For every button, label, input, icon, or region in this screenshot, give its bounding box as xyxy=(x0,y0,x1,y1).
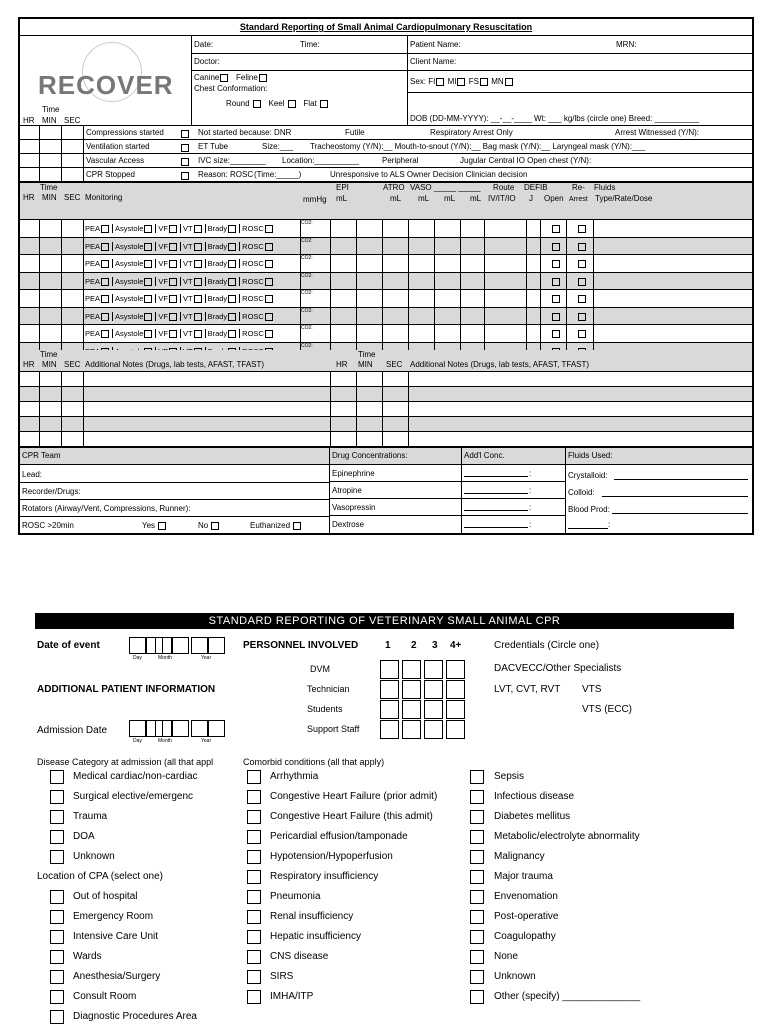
personnel-count-box[interactable] xyxy=(446,660,465,679)
open-checkbox[interactable] xyxy=(552,225,560,233)
rhythm-checkbox[interactable] xyxy=(228,243,236,251)
personnel-count-box[interactable] xyxy=(446,720,465,739)
rhythm-checkbox[interactable] xyxy=(265,225,273,233)
sex-row: Sex: FI MI FS MN xyxy=(410,77,514,87)
personnel-count-box[interactable] xyxy=(424,720,443,739)
checklist-label: Major trauma xyxy=(494,871,553,882)
checkbox[interactable] xyxy=(50,970,64,984)
rhythm-checkbox[interactable] xyxy=(144,278,152,286)
rhythm-checkbox[interactable] xyxy=(228,330,236,338)
checkbox[interactable] xyxy=(50,910,64,924)
event-checkbox[interactable] xyxy=(181,144,189,152)
time-field-label: Time: xyxy=(300,40,320,49)
checklist-label: Congestive Heart Failure (prior admit) xyxy=(270,791,438,802)
rhythm-checkbox[interactable] xyxy=(228,260,236,268)
rhythm-checkbox[interactable] xyxy=(101,243,109,251)
event-row xyxy=(20,140,752,154)
checklist-label: Wards xyxy=(73,951,102,962)
checkbox[interactable] xyxy=(247,930,261,944)
rhythm-checkbox[interactable] xyxy=(101,313,109,321)
checklist-label: Emergency Room xyxy=(73,911,154,922)
personnel-label: PERSONNEL INVOLVED xyxy=(243,640,359,651)
checkbox[interactable] xyxy=(247,790,261,804)
co2-label: CO2: xyxy=(301,255,313,261)
checkbox[interactable] xyxy=(247,990,261,1004)
notes-row xyxy=(20,372,752,387)
open-checkbox[interactable] xyxy=(552,278,560,286)
form-title-row xyxy=(20,19,752,36)
rhythm-options: PEA Asystole VF VT Brady ROSC xyxy=(85,277,274,287)
rhythm-checkbox[interactable] xyxy=(265,313,273,321)
credential-vts-ecc[interactable]: VTS (ECC) xyxy=(582,704,632,715)
rearrest-checkbox[interactable] xyxy=(578,330,586,338)
event-detail: Jugular Central IO Open chest (Y/N): xyxy=(460,156,592,165)
checklist-label: Hepatic insufficiency xyxy=(270,931,361,942)
personnel-count-box[interactable] xyxy=(380,660,399,679)
rhythm-options: PEA Asystole VF VT Brady ROSC xyxy=(85,312,274,322)
rearrest-checkbox[interactable] xyxy=(578,278,586,286)
patient-name-label: Patient Name: xyxy=(410,40,461,49)
cpr-team-label: CPR Team xyxy=(22,451,61,460)
checkbox[interactable] xyxy=(470,990,484,1004)
checkbox[interactable] xyxy=(247,890,261,904)
date-digit-box[interactable] xyxy=(191,720,208,737)
checkbox[interactable] xyxy=(50,770,64,784)
rhythm-checkbox[interactable] xyxy=(144,243,152,251)
date-digit-box[interactable] xyxy=(155,720,172,737)
drug-row: Vasopressin : xyxy=(330,499,565,516)
rhythm-checkbox[interactable] xyxy=(169,313,177,321)
personnel-count-box[interactable] xyxy=(380,700,399,719)
min-label: MIN xyxy=(42,116,57,125)
date-of-event-label: Date of event xyxy=(37,640,100,651)
event-detail: Arrest Witnessed (Y/N): xyxy=(615,128,700,137)
personnel-count-box[interactable] xyxy=(424,680,443,699)
rhythm-checkbox[interactable] xyxy=(194,278,202,286)
notes-row xyxy=(20,387,752,402)
event-checkbox[interactable] xyxy=(181,172,189,180)
co2-label: CO2: xyxy=(301,237,313,244)
checkbox[interactable] xyxy=(470,910,484,924)
checkbox[interactable] xyxy=(470,890,484,904)
drug-row: Epinephrine : xyxy=(330,465,565,482)
rearrest-checkbox[interactable] xyxy=(578,260,586,268)
mrn-label: MRN: xyxy=(616,40,637,49)
checklist-label: Hypotension/Hypoperfusion xyxy=(270,851,393,862)
monitoring-label: Monitoring xyxy=(85,193,123,202)
comorbid-header: Comorbid conditions (all that apply) xyxy=(243,757,385,767)
checklist-label: Unknown xyxy=(494,971,536,982)
rhythm-checkbox[interactable] xyxy=(265,260,273,268)
rhythm-options: PEA Asystole VF VT Brady ROSC xyxy=(85,329,274,339)
personnel-count-box[interactable] xyxy=(380,680,399,699)
recover-logo-area xyxy=(20,36,192,126)
event-detail: IVC size:________ xyxy=(198,156,266,165)
monitoring-header: Time HR MIN SEC Monitoring mmHg EPI ATRO VASO _____ _____ Route DEFIB Re- Fluids mL mL mL mL mL IV/IT/IO J Open Arrest Type/Rate/Dose xyxy=(20,182,752,220)
notes-row xyxy=(20,417,752,432)
role-label: Students xyxy=(307,704,343,714)
checklist-label: Pneumonia xyxy=(270,891,321,902)
checkbox[interactable] xyxy=(50,930,64,944)
co2-label: CO2: xyxy=(301,307,313,314)
rhythm-checkbox[interactable] xyxy=(228,225,236,233)
rhythm-checkbox[interactable] xyxy=(194,330,202,338)
event-detail: Futile xyxy=(345,128,365,137)
rhythm-checkbox[interactable] xyxy=(228,313,236,321)
rhythm-checkbox[interactable] xyxy=(265,295,273,303)
checklist-label: Renal insufficiency xyxy=(270,911,354,922)
credential-dacvecc[interactable]: DACVECC/Other Specialists xyxy=(494,663,622,674)
checklist-label: Diagnostic Procedures Area xyxy=(73,1011,197,1022)
rhythm-checkbox[interactable] xyxy=(169,260,177,268)
header-middle xyxy=(192,36,408,126)
event-row xyxy=(20,126,752,140)
doctor-label: Doctor: xyxy=(194,57,220,66)
date-digit-box[interactable] xyxy=(172,637,189,654)
checklist-label: Unknown xyxy=(73,851,115,862)
event-detail: Location:__________ xyxy=(282,156,359,165)
client-name-label: Client Name: xyxy=(410,57,457,66)
rhythm-checkbox[interactable] xyxy=(169,278,177,286)
checkbox[interactable] xyxy=(470,830,484,844)
event-detail: (Time:_____) xyxy=(254,170,302,179)
monitoring-row xyxy=(20,325,752,343)
rhythm-checkbox[interactable] xyxy=(144,330,152,338)
notes-label-left: Additional Notes (Drugs, lab tests, AFAST, TFAST) xyxy=(85,360,265,369)
checklist-label: Anesthesia/Surgery xyxy=(73,971,161,982)
event-row xyxy=(20,154,752,168)
rhythm-options: PEA Asystole VF VT Brady ROSC xyxy=(85,294,274,304)
event-detail: Reason: ROSC xyxy=(198,170,254,179)
rhythm-checkbox[interactable] xyxy=(169,330,177,338)
checklist-label: Metabolic/electrolyte abnormality xyxy=(494,831,640,842)
rearrest-checkbox[interactable] xyxy=(578,313,586,321)
rhythm-checkbox[interactable] xyxy=(144,295,152,303)
monitoring-row xyxy=(20,255,752,273)
credential-vts[interactable]: VTS xyxy=(582,684,602,695)
checklist-label: Pericardial effusion/tamponade xyxy=(270,831,408,842)
date-digit-box[interactable] xyxy=(208,637,225,654)
rhythm-checkbox[interactable] xyxy=(194,243,202,251)
date-digit-box[interactable] xyxy=(208,720,225,737)
checklist-label: Congestive Heart Failure (this admit) xyxy=(270,811,433,822)
checkbox[interactable] xyxy=(50,830,64,844)
personnel-count-box[interactable] xyxy=(446,700,465,719)
notes-row xyxy=(20,402,752,417)
event-detail: Tracheostomy (Y/N):__ Mouth-to-snout (Y/N):__ Bag mask (Y/N):__ Laryngeal mask (Y/N):___ xyxy=(310,142,646,151)
monitoring-row xyxy=(20,308,752,326)
chest-options: Round Keel Flat xyxy=(226,99,329,109)
open-checkbox[interactable] xyxy=(552,313,560,321)
personnel-count-box[interactable] xyxy=(402,680,421,699)
credential-lvt[interactable]: LVT, CVT, RVT xyxy=(494,684,561,695)
open-checkbox[interactable] xyxy=(552,243,560,251)
checklist-label: Out of hospital xyxy=(73,891,138,902)
checkbox[interactable] xyxy=(247,830,261,844)
checkbox[interactable] xyxy=(470,790,484,804)
role-label: Technician xyxy=(307,684,350,694)
checklist-label: Coagulopathy xyxy=(494,931,556,942)
co2-label: CO2: xyxy=(301,272,313,279)
checklist-label: Post-operative xyxy=(494,911,559,922)
checklist-label: Medical cardiac/non-cardiac xyxy=(73,771,198,782)
date-digit-box[interactable] xyxy=(129,720,146,737)
checkbox[interactable] xyxy=(50,810,64,824)
rhythm-options: PEA Asystole VF VT Brady ROSC xyxy=(85,224,274,234)
date-digit-box[interactable] xyxy=(191,637,208,654)
rhythm-checkbox[interactable] xyxy=(194,313,202,321)
rearrest-checkbox[interactable] xyxy=(578,243,586,251)
rhythm-checkbox[interactable] xyxy=(265,278,273,286)
checkbox[interactable] xyxy=(50,790,64,804)
checkbox[interactable] xyxy=(247,810,261,824)
personnel-count-box[interactable] xyxy=(402,700,421,719)
checklist-label: CNS disease xyxy=(270,951,329,962)
rhythm-checkbox[interactable] xyxy=(265,243,273,251)
personnel-count-box[interactable] xyxy=(380,720,399,739)
personnel-count-box[interactable] xyxy=(402,720,421,739)
fluids-block: Fluids Used: Crystalloid: Colloid: Blood Prod: : xyxy=(566,448,752,534)
date-digit-box[interactable] xyxy=(129,637,146,654)
checkbox[interactable] xyxy=(470,930,484,944)
event-detail: Peripheral xyxy=(382,156,419,165)
admission-date-label: Admission Date xyxy=(37,725,108,736)
event-row xyxy=(20,168,752,182)
checklist-label: Diabetes mellitus xyxy=(494,811,571,822)
form-title: Standard Reporting of Small Animal Cardiopulmonary Resuscitation xyxy=(239,22,533,32)
rhythm-checkbox[interactable] xyxy=(194,225,202,233)
recover-logo: RECOVER xyxy=(38,70,174,100)
personnel-count-box[interactable] xyxy=(424,700,443,719)
rhythm-checkbox[interactable] xyxy=(144,260,152,268)
rhythm-checkbox[interactable] xyxy=(265,330,273,338)
location-header: Location of CPA (select one) xyxy=(37,871,163,882)
cpr-reporting-form xyxy=(18,17,754,535)
sec-label: SEC xyxy=(64,116,81,125)
event-detail: Size:___ xyxy=(262,142,294,151)
rearrest-checkbox[interactable] xyxy=(578,225,586,233)
rhythm-checkbox[interactable] xyxy=(101,330,109,338)
rhythm-checkbox[interactable] xyxy=(194,260,202,268)
checkbox[interactable] xyxy=(50,950,64,964)
rosc-row: ROSC >20min xyxy=(22,521,74,530)
hr-label: HR xyxy=(23,116,35,125)
drug-row: Dextrose : xyxy=(330,516,565,533)
monitoring-row xyxy=(20,238,752,256)
checklist-label: Consult Room xyxy=(73,991,137,1002)
checklist-label: Surgical elective/emergenc xyxy=(73,791,194,802)
checklist-label: Arrhythmia xyxy=(270,771,319,782)
rhythm-checkbox[interactable] xyxy=(228,295,236,303)
checklist-label: Other (specify) ______________ xyxy=(494,991,641,1002)
checkbox[interactable] xyxy=(470,850,484,864)
checkbox[interactable] xyxy=(247,950,261,964)
checklist-label: Intensive Care Unit xyxy=(73,931,159,942)
co2-label: CO2: xyxy=(301,220,313,226)
monitoring-row xyxy=(20,290,752,308)
checkbox[interactable] xyxy=(247,870,261,884)
chest-label: Chest Conformation: xyxy=(194,84,268,93)
checkbox[interactable] xyxy=(50,890,64,904)
disease-header: Disease Category at admission (all that appl xyxy=(37,757,214,767)
checkbox[interactable] xyxy=(50,850,64,864)
checklist-label: None xyxy=(494,951,518,962)
open-checkbox[interactable] xyxy=(552,260,560,268)
bottom-section xyxy=(20,447,752,534)
form2-title-bar xyxy=(35,613,734,629)
rhythm-checkbox[interactable] xyxy=(101,278,109,286)
checkbox[interactable] xyxy=(50,1010,64,1024)
role-label: Support Staff xyxy=(307,724,360,734)
checklist-label: Envenomation xyxy=(494,891,558,902)
checkbox[interactable] xyxy=(470,870,484,884)
checkbox[interactable] xyxy=(247,970,261,984)
checklist-label: IMHA/ITP xyxy=(270,991,314,1002)
checkbox[interactable] xyxy=(470,810,484,824)
rhythm-checkbox[interactable] xyxy=(169,243,177,251)
checklist-label: Respiratory insufficiency xyxy=(270,871,379,882)
rhythm-checkbox[interactable] xyxy=(169,225,177,233)
co2-label: CO2: xyxy=(301,342,313,349)
header-right xyxy=(408,36,752,126)
checklist-label: Sepsis xyxy=(494,771,525,782)
notes-header: Time HR MIN SEC Additional Notes (Drugs, lab tests, AFAST, TFAST) Time HR MIN SEC Additional Notes (Drugs, lab tests, AFAST, TFAST) xyxy=(20,350,752,372)
rhythm-checkbox[interactable] xyxy=(144,313,152,321)
checklist-label: Malignancy xyxy=(494,851,545,862)
checkbox[interactable] xyxy=(470,770,484,784)
event-checkbox[interactable] xyxy=(181,130,189,138)
event-detail: ET Tube xyxy=(198,142,229,151)
checkbox[interactable] xyxy=(50,990,64,1004)
personnel-count-box[interactable] xyxy=(402,660,421,679)
checklist-label: Infectious disease xyxy=(494,791,575,802)
event-label: CPR Stopped xyxy=(86,170,135,179)
drug-row: Atropine : xyxy=(330,482,565,499)
event-detail: Not started because: DNR xyxy=(198,128,292,137)
role-label: DVM xyxy=(310,664,330,674)
monitoring-row xyxy=(20,273,752,291)
co2-label: CO2: xyxy=(301,325,313,331)
date-digit-box[interactable] xyxy=(172,720,189,737)
personnel-count-box[interactable] xyxy=(446,680,465,699)
checklist-label: SIRS xyxy=(270,971,294,982)
open-checkbox[interactable] xyxy=(552,295,560,303)
rearrest-checkbox[interactable] xyxy=(578,295,586,303)
checkbox[interactable] xyxy=(247,910,261,924)
co2-label: CO2: xyxy=(301,290,313,296)
event-checkbox[interactable] xyxy=(181,158,189,166)
notes-row xyxy=(20,432,752,447)
checklist-label: DOA xyxy=(73,831,95,842)
monitoring-row xyxy=(20,220,752,238)
event-label: Ventilation started xyxy=(86,142,150,151)
event-label: Compressions started xyxy=(86,128,164,137)
event-detail: Respiratory Arrest Only xyxy=(430,128,513,137)
checkbox[interactable] xyxy=(470,970,484,984)
rhythm-checkbox[interactable] xyxy=(101,225,109,233)
drug-conc-block: Drug Concentrations: Add'l Conc. Epinephrine : Atropine : Vasopressin : Dextrose : xyxy=(330,448,566,534)
checklist-label: Trauma xyxy=(73,811,108,822)
dob-row: DOB (DD-MM-YYYY): __-__-____ Wt: ___ kg/lbs (circle one) Breed: __________ xyxy=(410,114,700,123)
personnel-count-box[interactable] xyxy=(424,660,443,679)
date-digit-box[interactable] xyxy=(155,637,172,654)
rhythm-checkbox[interactable] xyxy=(228,278,236,286)
rhythm-options: PEA Asystole VF VT Brady ROSC xyxy=(85,259,274,269)
rhythm-checkbox[interactable] xyxy=(101,260,109,268)
event-detail: Unresponsive to ALS Owner Decision Clinician decision xyxy=(330,170,528,179)
credentials-label: Credentials (Circle one) xyxy=(494,640,600,651)
time-label: Time xyxy=(42,105,60,114)
additional-patient-info: ADDITIONAL PATIENT INFORMATION xyxy=(37,684,216,695)
rhythm-options: PEA Asystole VF VT Brady ROSC xyxy=(85,242,274,252)
event-label: Vascular Access xyxy=(86,156,145,165)
species-row: Canine Feline xyxy=(194,73,268,83)
checkbox[interactable] xyxy=(470,950,484,964)
rhythm-checkbox[interactable] xyxy=(144,225,152,233)
rhythm-checkbox[interactable] xyxy=(101,295,109,303)
checkbox[interactable] xyxy=(247,770,261,784)
rhythm-checkbox[interactable] xyxy=(169,295,177,303)
form2-title: STANDARD REPORTING OF VETERINARY SMALL ANIMAL CPR xyxy=(208,615,561,627)
open-checkbox[interactable] xyxy=(552,330,560,338)
checkbox[interactable] xyxy=(247,850,261,864)
notes-label-right: Additional Notes (Drugs, lab tests, AFAST, TFAST) xyxy=(410,360,590,369)
cpr-team-block: CPR Team Lead: Recorder/Drugs: Rotators (Airway/Vent, Compressions, Runner): ROSC >20min Yes No Euthanized xyxy=(20,448,330,534)
date-label: Date: xyxy=(194,40,214,49)
rhythm-checkbox[interactable] xyxy=(194,295,202,303)
